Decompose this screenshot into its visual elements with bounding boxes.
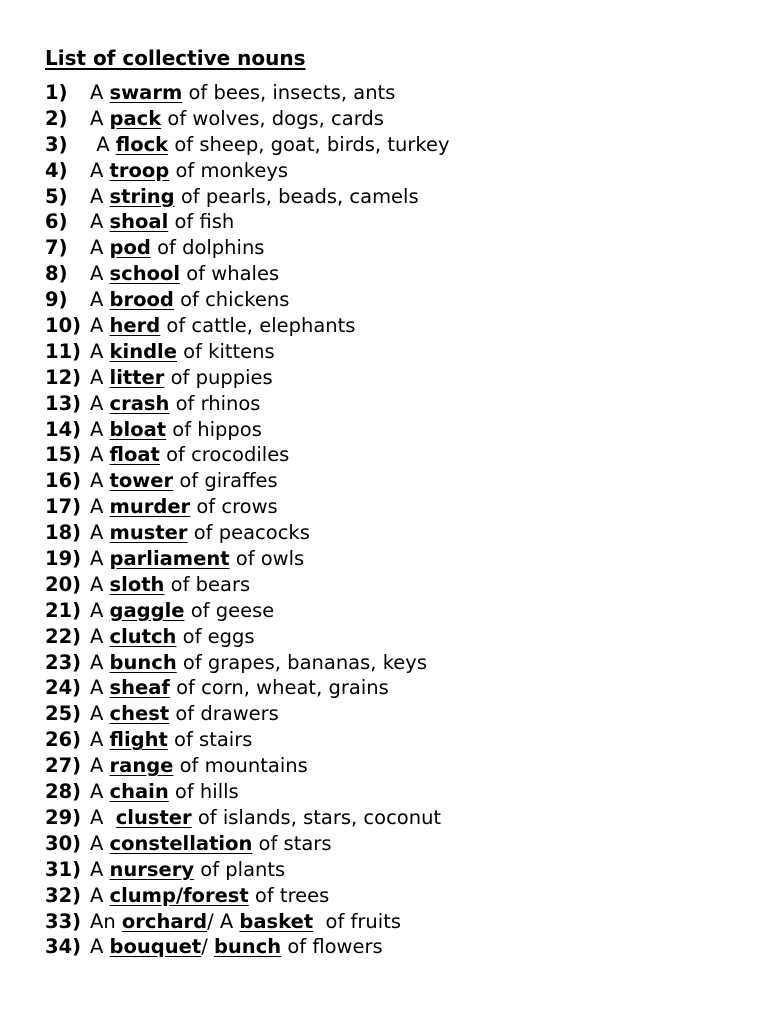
item-phrase: A xyxy=(90,754,110,778)
item-phrase: of sheep, goat, birds, turkey xyxy=(168,132,450,156)
collective-noun: school xyxy=(109,262,181,286)
item-number: 27) xyxy=(45,754,82,778)
item-phrase: / A xyxy=(207,909,240,933)
list-item xyxy=(45,650,745,676)
item-phrase: A xyxy=(90,650,110,674)
item-text xyxy=(90,624,255,650)
item-phrase: of wolves, dogs, cards xyxy=(161,106,384,130)
item-phrase: of monkeys xyxy=(169,158,289,182)
item-phrase: of cattle, elephants xyxy=(160,314,356,338)
item-number: 6) xyxy=(45,210,68,234)
item-text xyxy=(90,598,274,624)
item-phrase: of stairs xyxy=(167,728,253,752)
list-item xyxy=(45,572,745,598)
list-item xyxy=(45,675,745,701)
list-item xyxy=(45,934,745,960)
list-item xyxy=(45,313,745,339)
item-text xyxy=(90,158,288,184)
item-number: 7) xyxy=(45,236,68,260)
list-item xyxy=(45,417,745,443)
list-item xyxy=(45,158,745,184)
collective-noun: tower xyxy=(109,469,174,493)
list-item xyxy=(45,261,745,287)
item-text xyxy=(90,572,250,598)
item-phrase: A xyxy=(90,443,110,467)
item-phrase: A xyxy=(90,805,116,829)
item-phrase: A xyxy=(90,236,110,260)
item-phrase: of flowers xyxy=(281,935,383,959)
item-phrase: A xyxy=(90,184,110,208)
item-number: 33) xyxy=(45,909,82,933)
list-item xyxy=(45,805,745,831)
item-number: 26) xyxy=(45,728,82,752)
list-item xyxy=(45,701,745,727)
item-text xyxy=(90,883,329,909)
item-phrase: of rhinos xyxy=(169,391,261,415)
item-phrase: of giraffes xyxy=(173,469,278,493)
collective-noun: basket xyxy=(239,909,314,933)
item-phrase: of fish xyxy=(168,210,235,234)
item-text xyxy=(90,805,441,831)
item-number: 1) xyxy=(45,81,68,104)
item-number: 32) xyxy=(45,883,82,907)
item-phrase: A xyxy=(90,365,110,389)
item-text xyxy=(90,209,234,235)
collective-noun: shoal xyxy=(109,210,169,234)
item-number: 20) xyxy=(45,572,82,596)
item-phrase: of mountains xyxy=(173,754,308,778)
item-phrase: of chickens xyxy=(173,288,290,312)
item-number: 4) xyxy=(45,158,68,182)
item-phrase: A xyxy=(90,417,110,441)
item-text xyxy=(90,391,260,417)
item-phrase: / xyxy=(201,935,214,959)
collective-noun: string xyxy=(109,184,175,208)
list-item xyxy=(45,442,745,468)
item-phrase: of bears xyxy=(164,572,251,596)
item-number: 3) xyxy=(45,132,68,156)
collective-noun: sheaf xyxy=(109,676,170,700)
item-phrase: A xyxy=(90,314,110,338)
item-number: 30) xyxy=(45,831,82,855)
item-number: 14) xyxy=(45,417,82,441)
item-number: 21) xyxy=(45,598,82,622)
list-item xyxy=(45,287,745,313)
item-text xyxy=(90,701,279,727)
item-phrase: of crocodiles xyxy=(159,443,290,467)
list-item xyxy=(45,779,745,805)
item-phrase: A xyxy=(90,728,110,752)
item-text xyxy=(90,494,278,520)
item-phrase: of kittens xyxy=(176,339,275,363)
collective-noun: sloth xyxy=(109,572,165,596)
item-text xyxy=(90,417,262,443)
item-number: 13) xyxy=(45,391,82,415)
collective-noun: kindle xyxy=(109,339,177,363)
list-item xyxy=(45,909,745,935)
item-text xyxy=(90,857,285,883)
list-item xyxy=(45,598,745,624)
list-item xyxy=(45,339,745,365)
collective-noun: herd xyxy=(109,314,161,338)
item-phrase: A xyxy=(90,391,110,415)
item-phrase: of peacocks xyxy=(187,521,310,545)
collective-noun: brood xyxy=(109,288,174,312)
collective-noun: flock xyxy=(115,132,169,156)
list-item xyxy=(45,106,745,132)
item-phrase: A xyxy=(90,547,110,571)
item-text xyxy=(90,831,331,857)
collective-noun: gaggle xyxy=(109,598,185,622)
collective-noun: chest xyxy=(109,702,170,726)
item-phrase: of hills xyxy=(168,780,239,804)
collective-noun: muster xyxy=(109,521,188,545)
collective-noun-list xyxy=(45,80,745,960)
item-number: 18) xyxy=(45,521,82,545)
item-number: 2) xyxy=(45,106,68,130)
item-phrase: A xyxy=(90,831,110,855)
item-phrase: A xyxy=(90,857,110,881)
collective-noun: pod xyxy=(109,236,151,260)
item-text xyxy=(90,650,427,676)
list-item xyxy=(45,209,745,235)
item-number: 22) xyxy=(45,624,82,648)
item-phrase: A xyxy=(90,158,110,182)
item-phrase: A xyxy=(90,598,110,622)
item-phrase: of puppies xyxy=(164,365,273,389)
item-number: 28) xyxy=(45,780,82,804)
collective-noun: orchard xyxy=(121,909,208,933)
item-text xyxy=(90,520,310,546)
item-number: 17) xyxy=(45,495,82,519)
item-phrase: of whales xyxy=(180,262,280,286)
list-item xyxy=(45,235,745,261)
item-number: 8) xyxy=(45,262,68,286)
collective-noun: parliament xyxy=(109,547,230,571)
item-number: 15) xyxy=(45,443,82,467)
collective-noun: swarm xyxy=(109,81,183,104)
item-phrase: of bees, insects, ants xyxy=(182,81,396,104)
item-phrase: A xyxy=(90,935,110,959)
list-item xyxy=(45,184,745,210)
item-number: 11) xyxy=(45,339,82,363)
item-phrase: A xyxy=(90,288,110,312)
item-phrase: A xyxy=(90,572,110,596)
item-number: 10) xyxy=(45,314,82,338)
item-phrase: of stars xyxy=(252,831,332,855)
collective-noun: clutch xyxy=(109,624,177,648)
list-item xyxy=(45,520,745,546)
item-text xyxy=(90,365,273,391)
list-item xyxy=(45,80,745,106)
item-text xyxy=(90,235,264,261)
collective-noun: litter xyxy=(109,365,165,389)
item-phrase: A xyxy=(90,883,110,907)
item-phrase: of corn, wheat, grains xyxy=(169,676,389,700)
item-number: 34) xyxy=(45,935,82,959)
item-phrase: of trees xyxy=(248,883,330,907)
item-text xyxy=(90,909,401,935)
item-phrase: of islands, stars, coconut xyxy=(191,805,442,829)
item-phrase: of owls xyxy=(229,547,305,571)
collective-noun: bunch xyxy=(109,650,177,674)
collective-noun: clump/forest xyxy=(109,883,249,907)
collective-noun: crash xyxy=(109,391,170,415)
item-text xyxy=(90,313,355,339)
collective-noun: cluster xyxy=(115,805,192,829)
list-item xyxy=(45,831,745,857)
item-number: 25) xyxy=(45,702,82,726)
item-text xyxy=(90,546,304,572)
item-number: 23) xyxy=(45,650,82,674)
collective-noun: pack xyxy=(109,106,162,130)
item-text xyxy=(90,753,308,779)
item-phrase: of dolphins xyxy=(150,236,265,260)
list-item xyxy=(45,857,745,883)
item-phrase: of grapes, bananas, keys xyxy=(176,650,427,674)
item-text xyxy=(90,339,275,365)
item-phrase: A xyxy=(90,106,110,130)
list-item xyxy=(45,727,745,753)
item-phrase: A xyxy=(90,132,116,156)
list-item xyxy=(45,468,745,494)
collective-noun: chain xyxy=(109,780,169,804)
item-text xyxy=(90,779,239,805)
item-phrase: A xyxy=(90,262,110,286)
item-phrase: A xyxy=(90,624,110,648)
item-number: 24) xyxy=(45,676,82,700)
item-phrase: A xyxy=(90,521,110,545)
list-item xyxy=(45,883,745,909)
item-phrase: A xyxy=(90,210,110,234)
collective-noun: constellation xyxy=(109,831,253,855)
collective-noun: bunch xyxy=(213,935,282,959)
item-phrase: A xyxy=(90,339,110,363)
item-phrase: A xyxy=(90,702,110,726)
item-phrase: of geese xyxy=(184,598,275,622)
collective-noun: float xyxy=(109,443,160,467)
item-phrase: of eggs xyxy=(176,624,255,648)
list-item xyxy=(45,365,745,391)
item-number: 29) xyxy=(45,805,82,829)
item-phrase: A xyxy=(90,81,110,104)
document-title: List of collective nouns xyxy=(45,46,306,70)
item-phrase: of crows xyxy=(190,495,278,519)
item-text xyxy=(90,675,389,701)
item-number: 9) xyxy=(45,288,68,312)
list-item xyxy=(45,753,745,779)
item-phrase: A xyxy=(90,780,110,804)
item-phrase: An xyxy=(90,909,122,933)
item-phrase: A xyxy=(90,495,110,519)
list-item xyxy=(45,624,745,650)
item-text xyxy=(90,184,419,210)
collective-noun: bloat xyxy=(109,417,167,441)
item-number: 31) xyxy=(45,857,82,881)
item-text xyxy=(90,934,383,960)
document-page xyxy=(45,44,745,960)
item-text xyxy=(90,106,384,132)
item-phrase: of hippos xyxy=(166,417,262,441)
item-text xyxy=(90,132,449,158)
collective-noun: nursery xyxy=(109,857,195,881)
item-text xyxy=(90,442,289,468)
collective-noun: bouquet xyxy=(109,935,202,959)
item-text xyxy=(90,287,289,313)
list-item xyxy=(45,546,745,572)
item-text xyxy=(90,468,278,494)
collective-noun: troop xyxy=(109,158,170,182)
item-number: 12) xyxy=(45,365,82,389)
item-phrase: of pearls, beads, camels xyxy=(174,184,419,208)
item-phrase: of fruits xyxy=(313,909,401,933)
item-number: 19) xyxy=(45,547,82,571)
item-text xyxy=(90,80,395,106)
collective-noun: range xyxy=(109,754,174,778)
collective-noun: murder xyxy=(109,495,191,519)
list-item xyxy=(45,391,745,417)
item-phrase: of drawers xyxy=(169,702,279,726)
collective-noun: flight xyxy=(109,728,168,752)
item-text xyxy=(90,727,252,753)
item-phrase: A xyxy=(90,469,110,493)
list-item xyxy=(45,132,745,158)
item-phrase: A xyxy=(90,676,110,700)
list-item xyxy=(45,494,745,520)
item-phrase: of plants xyxy=(194,857,286,881)
item-number: 5) xyxy=(45,184,68,208)
item-number: 16) xyxy=(45,469,82,493)
item-text xyxy=(90,261,279,287)
